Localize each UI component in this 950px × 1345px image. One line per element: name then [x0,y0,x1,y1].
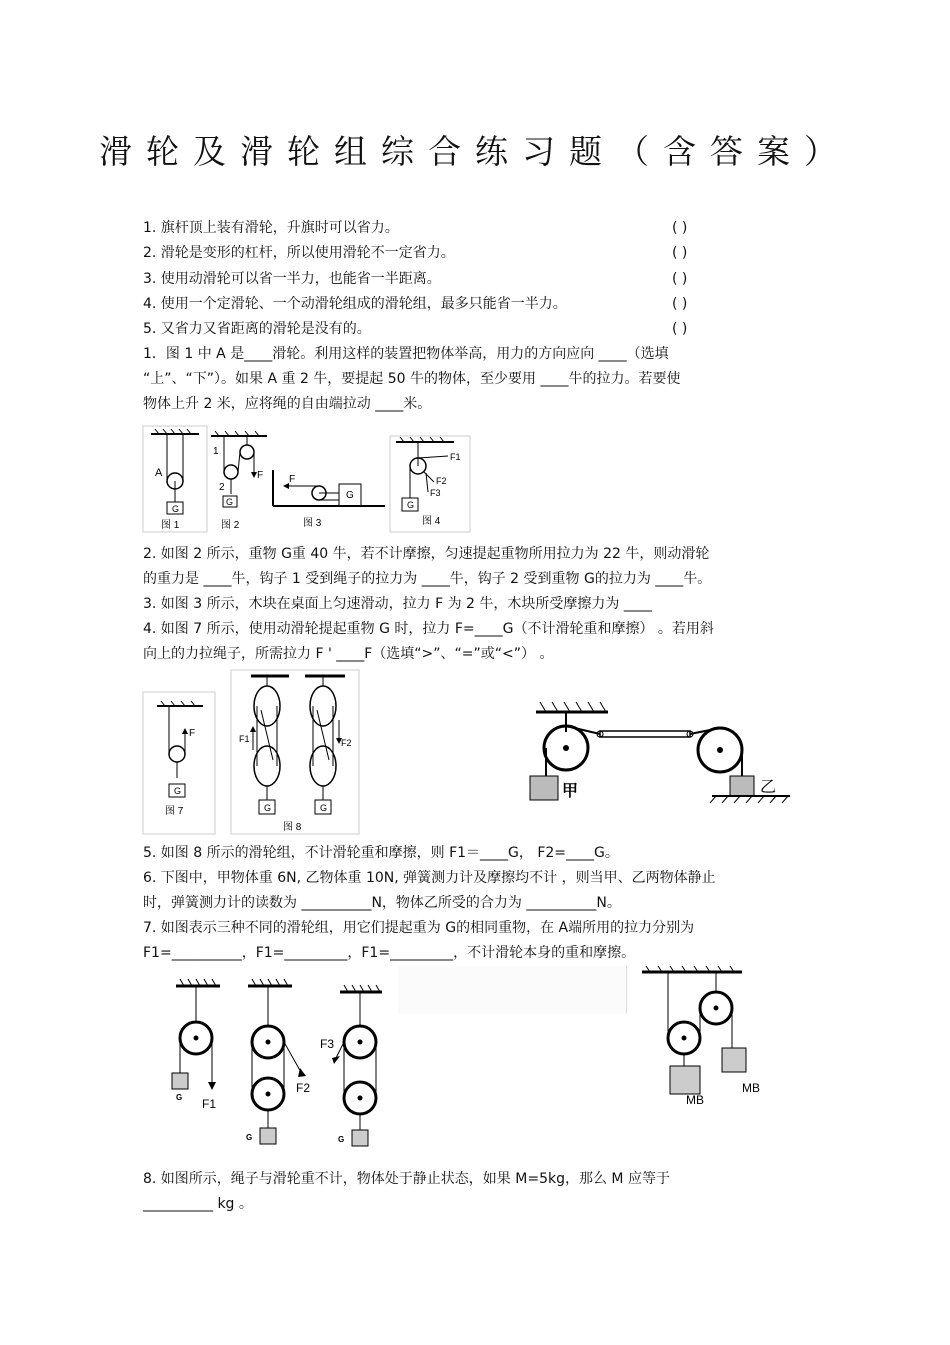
judge-5-answer: ( ) [672,321,688,337]
fig4-caption: 图 4 [422,516,441,527]
fig7-label-f: F [189,728,196,739]
q5-line: 5. 如图 8 所示的滑轮组，不计滑轮重和摩擦，则 F1＝____G， F2=____G。 [143,845,619,861]
q2-line-2: 的重力是 ____牛，钩子 1 受到绳子的拉力为 ____牛，钩子 2 受到重物 G的拉力为 ____牛。 [143,571,712,587]
fig8-label-f1: F1 [239,734,250,744]
figure-4 [390,436,470,532]
fig3-label-g: G [346,490,354,501]
label-ma: MB [686,1093,704,1107]
fig4-label-g: G [407,500,415,510]
sys2-label-f2: F2 [296,1081,311,1095]
fig2-label-f: F [257,470,264,481]
label-yi: 乙 [760,779,777,796]
q1-line-3: 物体上升 2 米，应将绳的自由端拉动 ____米。 [143,396,432,412]
figure-jia-yi [520,700,800,804]
q3-line: 3. 如图 3 所示，木块在桌面上匀速滑动，拉力 F 为 2 牛，木块所受摩擦力为 ____ [143,596,652,612]
judge-5: 5. 又省力又省距离的滑轮是没有的。 [143,321,371,337]
fig2-hook-2: 2 [219,482,225,493]
fig8-label-f2: F2 [341,738,352,748]
sys1-label-f1: F1 [202,1097,217,1111]
label-jia: 甲 [562,783,579,800]
fig4-label-f3: F3 [430,488,441,498]
figure-7 [143,692,215,834]
fig3-caption: 图 3 [303,518,322,529]
sys1-label-g: G [176,1093,183,1102]
judge-1: 1. 旗杆顶上装有滑轮，升旗时可以省力。 [143,220,399,236]
judge-3-answer: ( ) [672,271,688,287]
q7-line-2: F1=__________，F1=_________，F1=_________，不计滑轮本身的重和摩擦。 [143,945,636,961]
sys3-label-f3: F3 [320,1037,335,1051]
figure-8 [231,670,359,834]
blank-area [398,966,627,1014]
q2-line-1: 2. 如图 2 所示，重物 G重 40 牛，若不计摩擦，匀速提起重物所用拉力为 22 牛，则动滑轮 [143,546,710,562]
figure-three-pulley-systems [160,978,390,1150]
fig1-label-a: A [155,467,163,479]
q7-line-1: 7. 如图表示三种不同的滑轮组，用它们提起重为 G的相同重物，在 A端所用的拉力分别为 [143,920,695,936]
fig8-label-g-left: G [264,803,272,813]
judge-2-answer: ( ) [672,245,688,261]
fig1-label-g: G [172,504,180,514]
judge-1-answer: ( ) [672,220,688,236]
fig4-label-f1: F1 [450,452,461,462]
q1-line-2: “上”、“下”）。如果 A 重 2 牛，要提起 50 牛的物体，至少要用 ____牛的拉力。若要使 [143,371,681,387]
q6-line-2: 时，弹簧测力计的读数为 __________N，物体乙所受的合力为 __________N。 [143,895,621,911]
figure-ma-mb [636,966,760,1108]
page-title: 滑轮及滑轮组综合练习题（含答案） [99,132,851,171]
fig7-label-g: G [174,786,182,796]
judge-3: 3. 使用动滑轮可以省一半力，也能省一半距离。 [143,271,441,287]
label-mb: MB [742,1081,760,1095]
fig1-caption: 图 1 [161,520,180,531]
fig7-caption: 图 7 [165,806,184,817]
fig2-hook-1: 1 [213,446,219,457]
q4-line-2: 向上的力拉绳子，所需拉力 F ' ____F（选填“>”、“=”或“<”） 。 [143,646,554,662]
fig8-label-g-right: G [320,803,328,813]
fig3-label-f: F [289,474,296,485]
figure-2 [207,430,269,532]
sys3-label-g: G [338,1135,345,1144]
q1-line-1: 1．图 1 中 A 是____滑轮。利用这样的装置把物体举高，用力的方向应向 ____（选填 [143,346,669,362]
judge-4: 4. 使用一个定滑轮、一个动滑轮组成的滑轮组，最多只能省一半力。 [143,296,567,312]
figure-3 [269,460,389,532]
sys2-label-g: G [246,1133,253,1142]
q6-line-1: 6. 下图中，甲物体重 6N, 乙物体重 10N, 弹簧测力计及摩擦均不计 ，则当甲、乙两物体静止 [143,870,716,886]
fig2-label-g: G [226,497,234,507]
figure-1 [143,426,207,532]
fig8-caption: 图 8 [283,822,302,833]
q4-line-1: 4. 如图 7 所示，使用动滑轮提起重物 G 时，拉力 F=____G（不计滑轮重和摩擦） 。若用斜 [143,621,714,637]
fig2-caption: 图 2 [221,520,240,531]
fig4-label-f2: F2 [436,476,447,486]
q8-line-2: __________ kg 。 [143,1196,253,1212]
judge-4-answer: ( ) [672,296,688,312]
q8-line-1: 8. 如图所示，绳子与滑轮重不计，物体处于静止状态，如果 M=5kg，那么 M 应等于 [143,1171,670,1187]
judge-2: 2. 滑轮是变形的杠杆，所以使用滑轮不一定省力。 [143,245,455,261]
